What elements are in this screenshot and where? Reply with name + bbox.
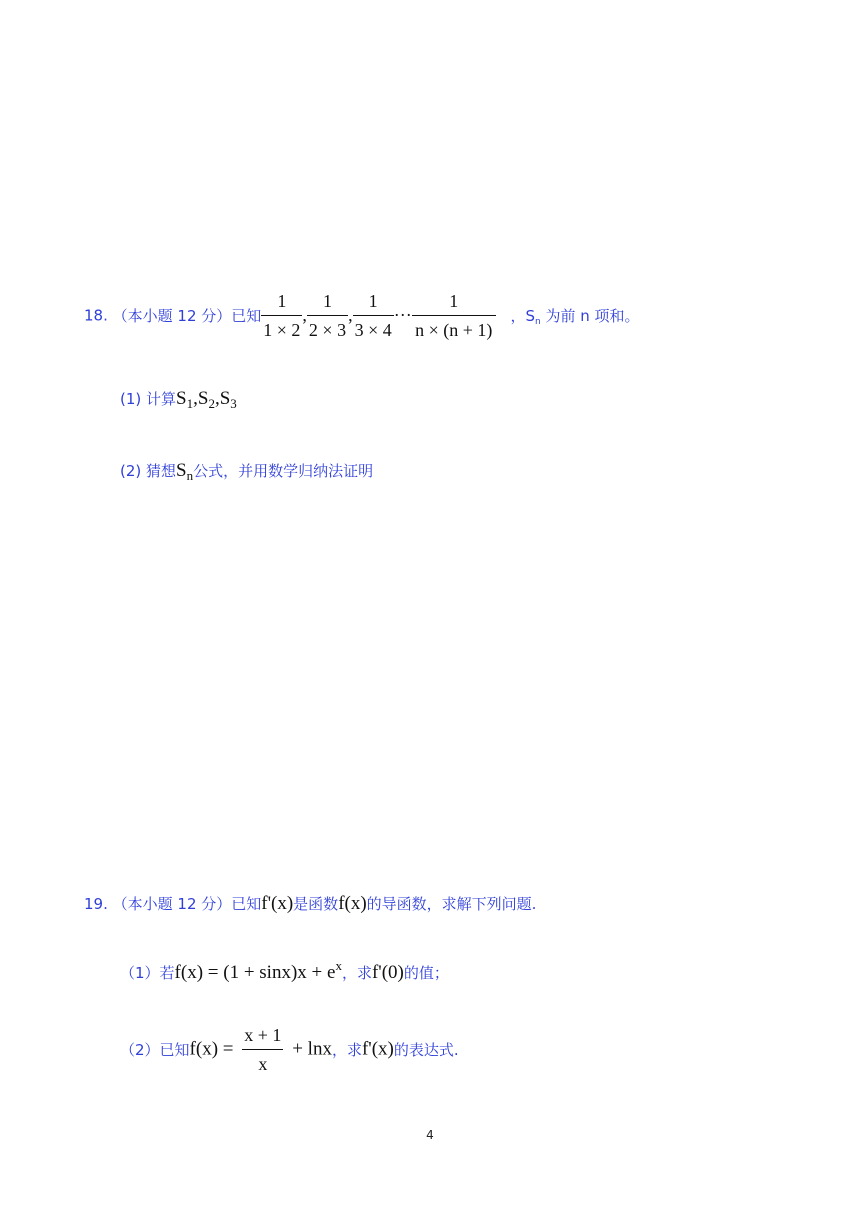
q19-part2-lhs: f(x) = <box>189 1038 234 1060</box>
fraction-4-numerator: 1 <box>412 290 496 316</box>
ellipsis: ··· <box>393 305 412 325</box>
fraction-4-denominator: n × (n + 1) <box>415 320 493 340</box>
fraction-2-numerator: 1 <box>307 290 348 316</box>
q18-tail-sub: n <box>535 316 541 327</box>
q18-tail-rest: 为前 n 项和。 <box>540 306 640 325</box>
q19-part1-exponent: x <box>335 958 342 973</box>
fraction-2 <box>307 290 348 341</box>
q18-part2-math <box>176 460 193 481</box>
q19-part1-end: 的值； <box>403 964 449 982</box>
comma-2: , <box>348 305 353 325</box>
q18-header-line <box>84 290 640 346</box>
s-letter-3: S <box>219 388 231 409</box>
q19-number: 19. <box>84 895 108 913</box>
q18-part1-label: (1) 计算 <box>120 390 177 408</box>
page-number: 4 <box>426 1128 434 1142</box>
s-sub-1: 1 <box>186 396 194 411</box>
q19-header-line <box>84 893 536 915</box>
q19-part2-fprime: f'(x) <box>361 1038 394 1060</box>
q19-part1-label: （1）若 <box>120 964 175 982</box>
s-letter-1: S <box>176 388 187 409</box>
q19-header: （本小题 12 分）已知 <box>112 895 262 913</box>
q19-part1 <box>120 958 449 984</box>
q19-fprime: f'(x) <box>261 893 294 914</box>
q18-header: （本小题 12 分）已知 <box>112 307 262 325</box>
fraction-2-denominator: 2 × 3 <box>308 320 347 340</box>
fraction-1-numerator: 1 <box>261 290 302 316</box>
q19-mid1: 是函数 <box>293 895 339 913</box>
q19-part2-end: 的表达式. <box>393 1041 459 1059</box>
q19-part1-expr-main: f(x) = (1 + sinx)x + e <box>174 962 336 983</box>
fraction-4 <box>412 290 496 341</box>
q19-part2-fraction <box>242 1024 283 1075</box>
q19-part1-expr <box>174 958 342 983</box>
q18-part1-math: $S_1,S_2,S_3$ <box>176 388 237 411</box>
q19-part2-label: （2）已知 <box>120 1041 190 1059</box>
q19-part1-f0: f'(0) <box>371 962 404 983</box>
q19-part2-denominator: x <box>258 1054 268 1074</box>
q18-number: 18. <box>84 306 108 325</box>
q18-part1 <box>120 388 237 412</box>
q19-fx: f(x) <box>338 893 367 914</box>
fraction-1 <box>261 290 302 341</box>
fraction-3-numerator: 1 <box>353 290 394 316</box>
q18-part2-rest: 公式，并用数学归纳法证明 <box>193 462 374 480</box>
q18-part2 <box>120 460 373 484</box>
q19-part2-numerator: x + 1 <box>242 1024 283 1050</box>
s-sub-3: 3 <box>230 396 237 411</box>
q19-part2-mid: ，求 <box>331 1041 362 1059</box>
fraction-3 <box>353 290 394 341</box>
s-letter-2: S <box>197 388 209 409</box>
sn-letter: S <box>176 460 187 481</box>
fraction-1-denominator: 1 × 2 <box>263 320 301 340</box>
q18-tail <box>511 307 640 325</box>
q19-part2 <box>120 1024 459 1080</box>
q19-part1-mid: ，求 <box>341 964 372 982</box>
q18-tail-prefix: ，S <box>510 306 536 325</box>
q19-part2-rhs: + lnx <box>292 1038 332 1060</box>
q19-mid2: 的导函数，求解下列问题. <box>366 895 537 913</box>
s-sub-2: 2 <box>208 396 215 411</box>
comma-1: , <box>302 305 307 325</box>
sn-sub: n <box>186 468 194 483</box>
q18-part2-label: (2) 猜想 <box>120 462 177 480</box>
fraction-3-denominator: 3 × 4 <box>354 320 392 340</box>
